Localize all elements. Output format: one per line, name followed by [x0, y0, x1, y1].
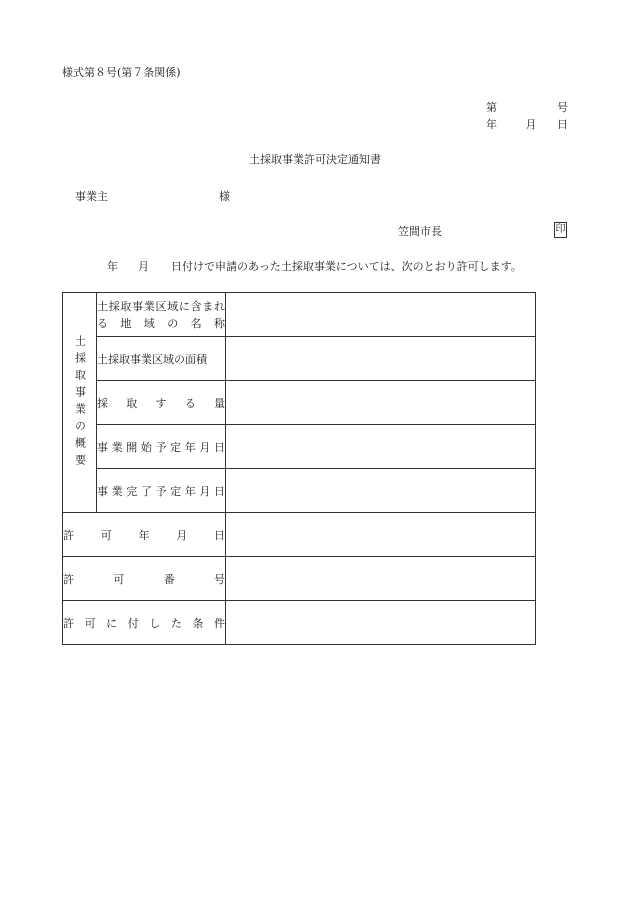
issue-date-month: 月 [525, 118, 537, 131]
row-value-cell [226, 293, 536, 337]
number-suffix: 号 [557, 101, 568, 114]
row-label-cell [63, 513, 226, 557]
row-label: 事 業 完 了 予 定 年 月 日 [97, 484, 225, 498]
row-value-cell [226, 601, 536, 645]
table-row [63, 557, 536, 601]
row-value-cell [226, 425, 536, 469]
recipient-label: 事業主 [75, 190, 108, 203]
body-text: 日付けで申請のあった土採取事業については、次のとおり許可します。 [171, 260, 522, 273]
row-value-cell [226, 557, 536, 601]
issue-date-day: 日 [557, 118, 568, 131]
body-month: 月 [138, 260, 149, 273]
table-row [63, 293, 536, 337]
summary-table [62, 292, 536, 645]
table-row [63, 337, 536, 381]
number-prefix: 第 [486, 101, 497, 114]
row-value-cell [226, 337, 536, 381]
notice-body [107, 260, 522, 273]
row-label: 採 取 す る 量 [97, 396, 225, 410]
row-label-cell [97, 293, 226, 337]
row-label-cell [63, 601, 226, 645]
row-label-cell [97, 425, 226, 469]
table-row [63, 425, 536, 469]
issuer-name: 笠間市長 [398, 225, 442, 238]
group-header-cell [63, 293, 97, 513]
table-row [63, 469, 536, 513]
row-label-cell [97, 469, 226, 513]
seal-mark: 印 [554, 222, 567, 238]
row-label: 土採取事業区域の面積 [97, 352, 207, 366]
row-label-cell [63, 557, 226, 601]
document-number-block [486, 101, 568, 135]
document-number-line [486, 101, 568, 118]
issue-date-line [486, 118, 568, 135]
document-title: 土採取事業許可決定通知書 [249, 153, 381, 166]
row-label-cell [97, 337, 226, 381]
table-row [63, 513, 536, 557]
row-label: 土採取事業区域に含まれる地域の名称 [97, 299, 225, 330]
group-label: 土採取事業の概要 [73, 334, 87, 471]
row-label: 許 可 年 月 日 [63, 528, 225, 542]
row-label: 許 可 に 付 し た 条 件 [63, 616, 225, 630]
table-row [63, 381, 536, 425]
row-value-cell [226, 381, 536, 425]
row-label: 事 業 開 始 予 定 年 月 日 [97, 440, 225, 454]
row-value-cell [226, 469, 536, 513]
body-year: 年 [107, 260, 118, 273]
row-value-cell [226, 513, 536, 557]
recipient-honorific: 様 [219, 190, 230, 203]
row-label: 許 可 番 号 [63, 572, 225, 586]
row-label-cell [97, 381, 226, 425]
form-id: 様式第８号(第７条関係) [62, 66, 181, 79]
table-row [63, 601, 536, 645]
issue-date-year: 年 [486, 118, 497, 131]
